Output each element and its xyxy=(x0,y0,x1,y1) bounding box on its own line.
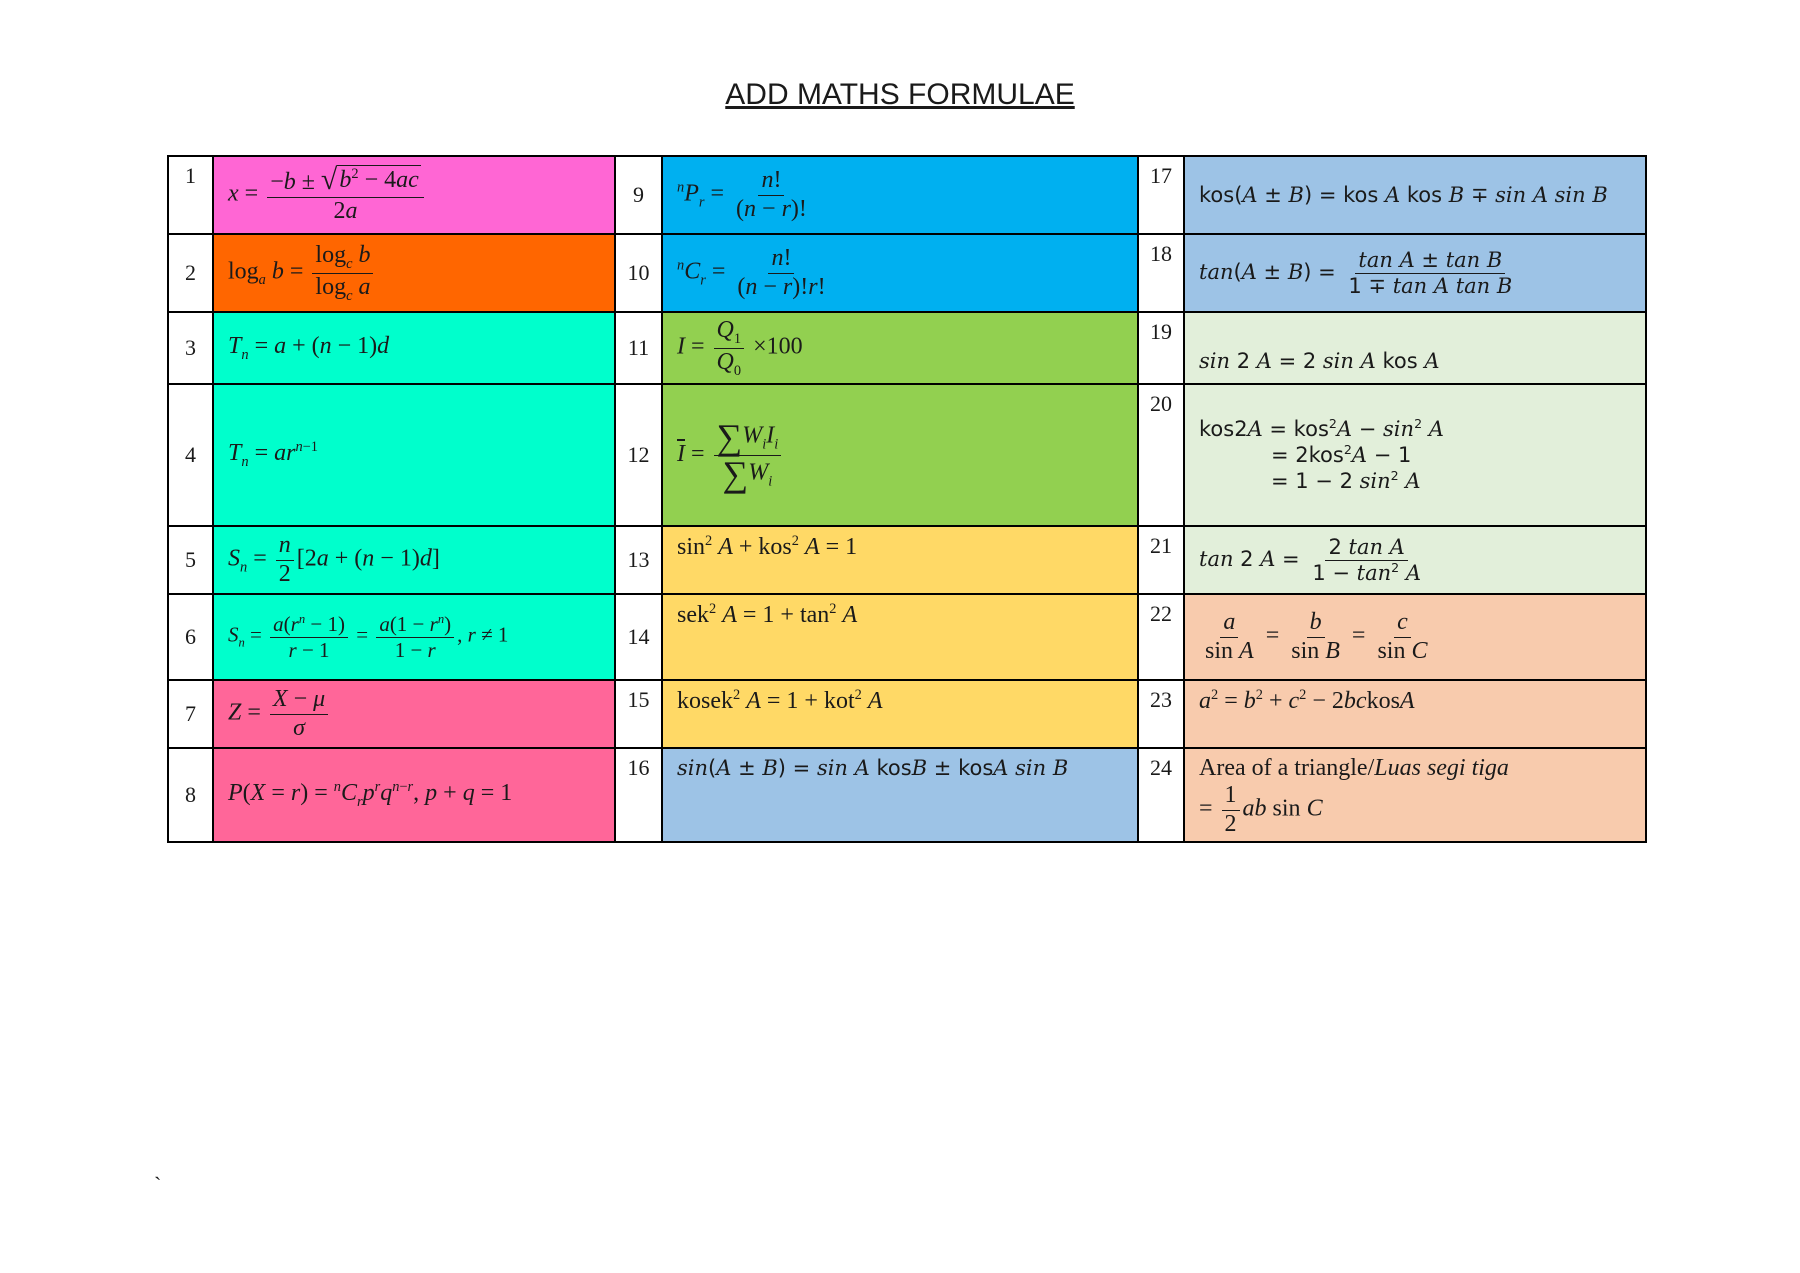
formula-number: 2 xyxy=(168,234,213,312)
pythagorean-identity: $\sin^2 A + kos^2$ A = 1 xyxy=(662,526,1138,594)
formula-number: 8 xyxy=(168,748,213,842)
composite-index-formula: $\overline{I}$ = $\frac{\sum W_iI_i}{\sum W_i}$ xyxy=(662,384,1138,526)
sin-sum-formula: sin(A ± B) = sin A kosB ± kosA sin B xyxy=(662,748,1138,842)
table-row xyxy=(168,384,1646,526)
formula-number: 21 xyxy=(1138,526,1184,594)
formula-number: 14 xyxy=(615,594,662,680)
formula-number: 13 xyxy=(615,526,662,594)
tan-double-angle-formula: tan 2 A = $\frac{\text{2 tan A}}{1 - \tan^2 A}$ xyxy=(1184,526,1646,594)
formula-number: 19 xyxy=(1138,312,1184,384)
permutation-formula: $^nP_r$ = $\frac{n!}{(n - r)!}$ xyxy=(662,156,1138,234)
quadratic-formula: x = −b ± √ $b^2 - 4ac$ 2a xyxy=(213,156,615,234)
formula-table xyxy=(167,155,1647,843)
cosine-rule-formula: $a^2 = b^2 + c^2$ − 2bckosA xyxy=(1184,680,1646,748)
cos-double-angle-formula: $kos2A = kos^2A - \sin^2 A$ = 2kos$^2$A − 1 = 1 − 2 $\sin^2 A$ xyxy=(1184,384,1646,526)
formula-number: 15 xyxy=(615,680,662,748)
stray-mark: ` xyxy=(154,1172,162,1197)
triangle-area-formula: Area of a triangle/Luas segi tiga = $\frac{1}{2}$ ab sin C xyxy=(1184,748,1646,842)
cos-sum-formula: kos(A ± B) = kos A kos B ∓ sin A sin B xyxy=(1184,156,1646,234)
formula-number: 5 xyxy=(168,526,213,594)
binomial-probability-formula: $P(X = r) = ^nC_rp^rq^{n-r}$, p + q = 1 xyxy=(213,748,615,842)
formula-number: 7 xyxy=(168,680,213,748)
sine-rule-formula: $\frac{a}{\text{sin A}}$ = $\frac{b}{\text{sin B}}$ = $\frac{c}{\text{sin C}}$ xyxy=(1184,594,1646,680)
formula-number: 16 xyxy=(615,748,662,842)
formula-number: 20 xyxy=(1138,384,1184,526)
sec-identity: sek$^2$ $A = 1 + \tan^2 A$ xyxy=(662,594,1138,680)
gp-sum-formula: $S_n$ = $\frac{a(r^n - 1)}{r - 1}$ = $\frac{a(1 - r^n)}{1 - r}$ , r ≠ 1 xyxy=(213,594,615,680)
area-label-malay: Luas segi tiga xyxy=(1374,755,1509,781)
formula-number: 23 xyxy=(1138,680,1184,748)
ap-sum-formula: $S_n$ = $\frac{n}{2}$ [2a + (n − 1)d] xyxy=(213,526,615,594)
area-label: Area of a triangle/ xyxy=(1199,755,1375,781)
formula-number: 4 xyxy=(168,384,213,526)
change-of-base-formula: $\log_a b$ = $\frac{\log_c b}{\log_c a}$ xyxy=(213,234,615,312)
formula-number: 6 xyxy=(168,594,213,680)
table-row xyxy=(168,680,1646,748)
formula-number: 18 xyxy=(1138,234,1184,312)
formula-number: 22 xyxy=(1138,594,1184,680)
formula-number: 10 xyxy=(615,234,662,312)
formula-number: 3 xyxy=(168,312,213,384)
cosec-identity: kosek$^2$ A = 1 + kot$^2$ A xyxy=(662,680,1138,748)
table-row xyxy=(168,312,1646,384)
sin-double-angle-formula: sin 2 A = 2 sin A kos A xyxy=(1184,312,1646,384)
table-row xyxy=(168,748,1646,842)
table-row xyxy=(168,234,1646,312)
formula-number: 11 xyxy=(615,312,662,384)
gp-nth-term-formula: $T_n = ar^{n-1}$ xyxy=(213,384,615,526)
formula-number: 24 xyxy=(1138,748,1184,842)
combination-formula: $^nC_r$ = $\frac{n!}{(n - r)!r!}$ xyxy=(662,234,1138,312)
page-title: ADD MATHS FORMULAE xyxy=(725,78,1075,111)
z-score-formula: Z = $\frac{X - \mu}{\sigma}$ xyxy=(213,680,615,748)
table-row xyxy=(168,156,1646,234)
formula-number: 12 xyxy=(615,384,662,526)
formula-number: 1 xyxy=(168,156,213,234)
index-number-formula: I = $\frac{Q_1}{Q_0}$ ×100 xyxy=(662,312,1138,384)
formula-number: 17 xyxy=(1138,156,1184,234)
table-row xyxy=(168,526,1646,594)
formula-number: 9 xyxy=(615,156,662,234)
table-row xyxy=(168,594,1646,680)
ap-nth-term-formula: $T_n = a + (n - 1)d$ xyxy=(213,312,615,384)
tan-sum-formula: tan(A ± B) = $\frac{\text{tan A ± tan B}}{\text{1 ∓ tan A tan B}}$ xyxy=(1184,234,1646,312)
